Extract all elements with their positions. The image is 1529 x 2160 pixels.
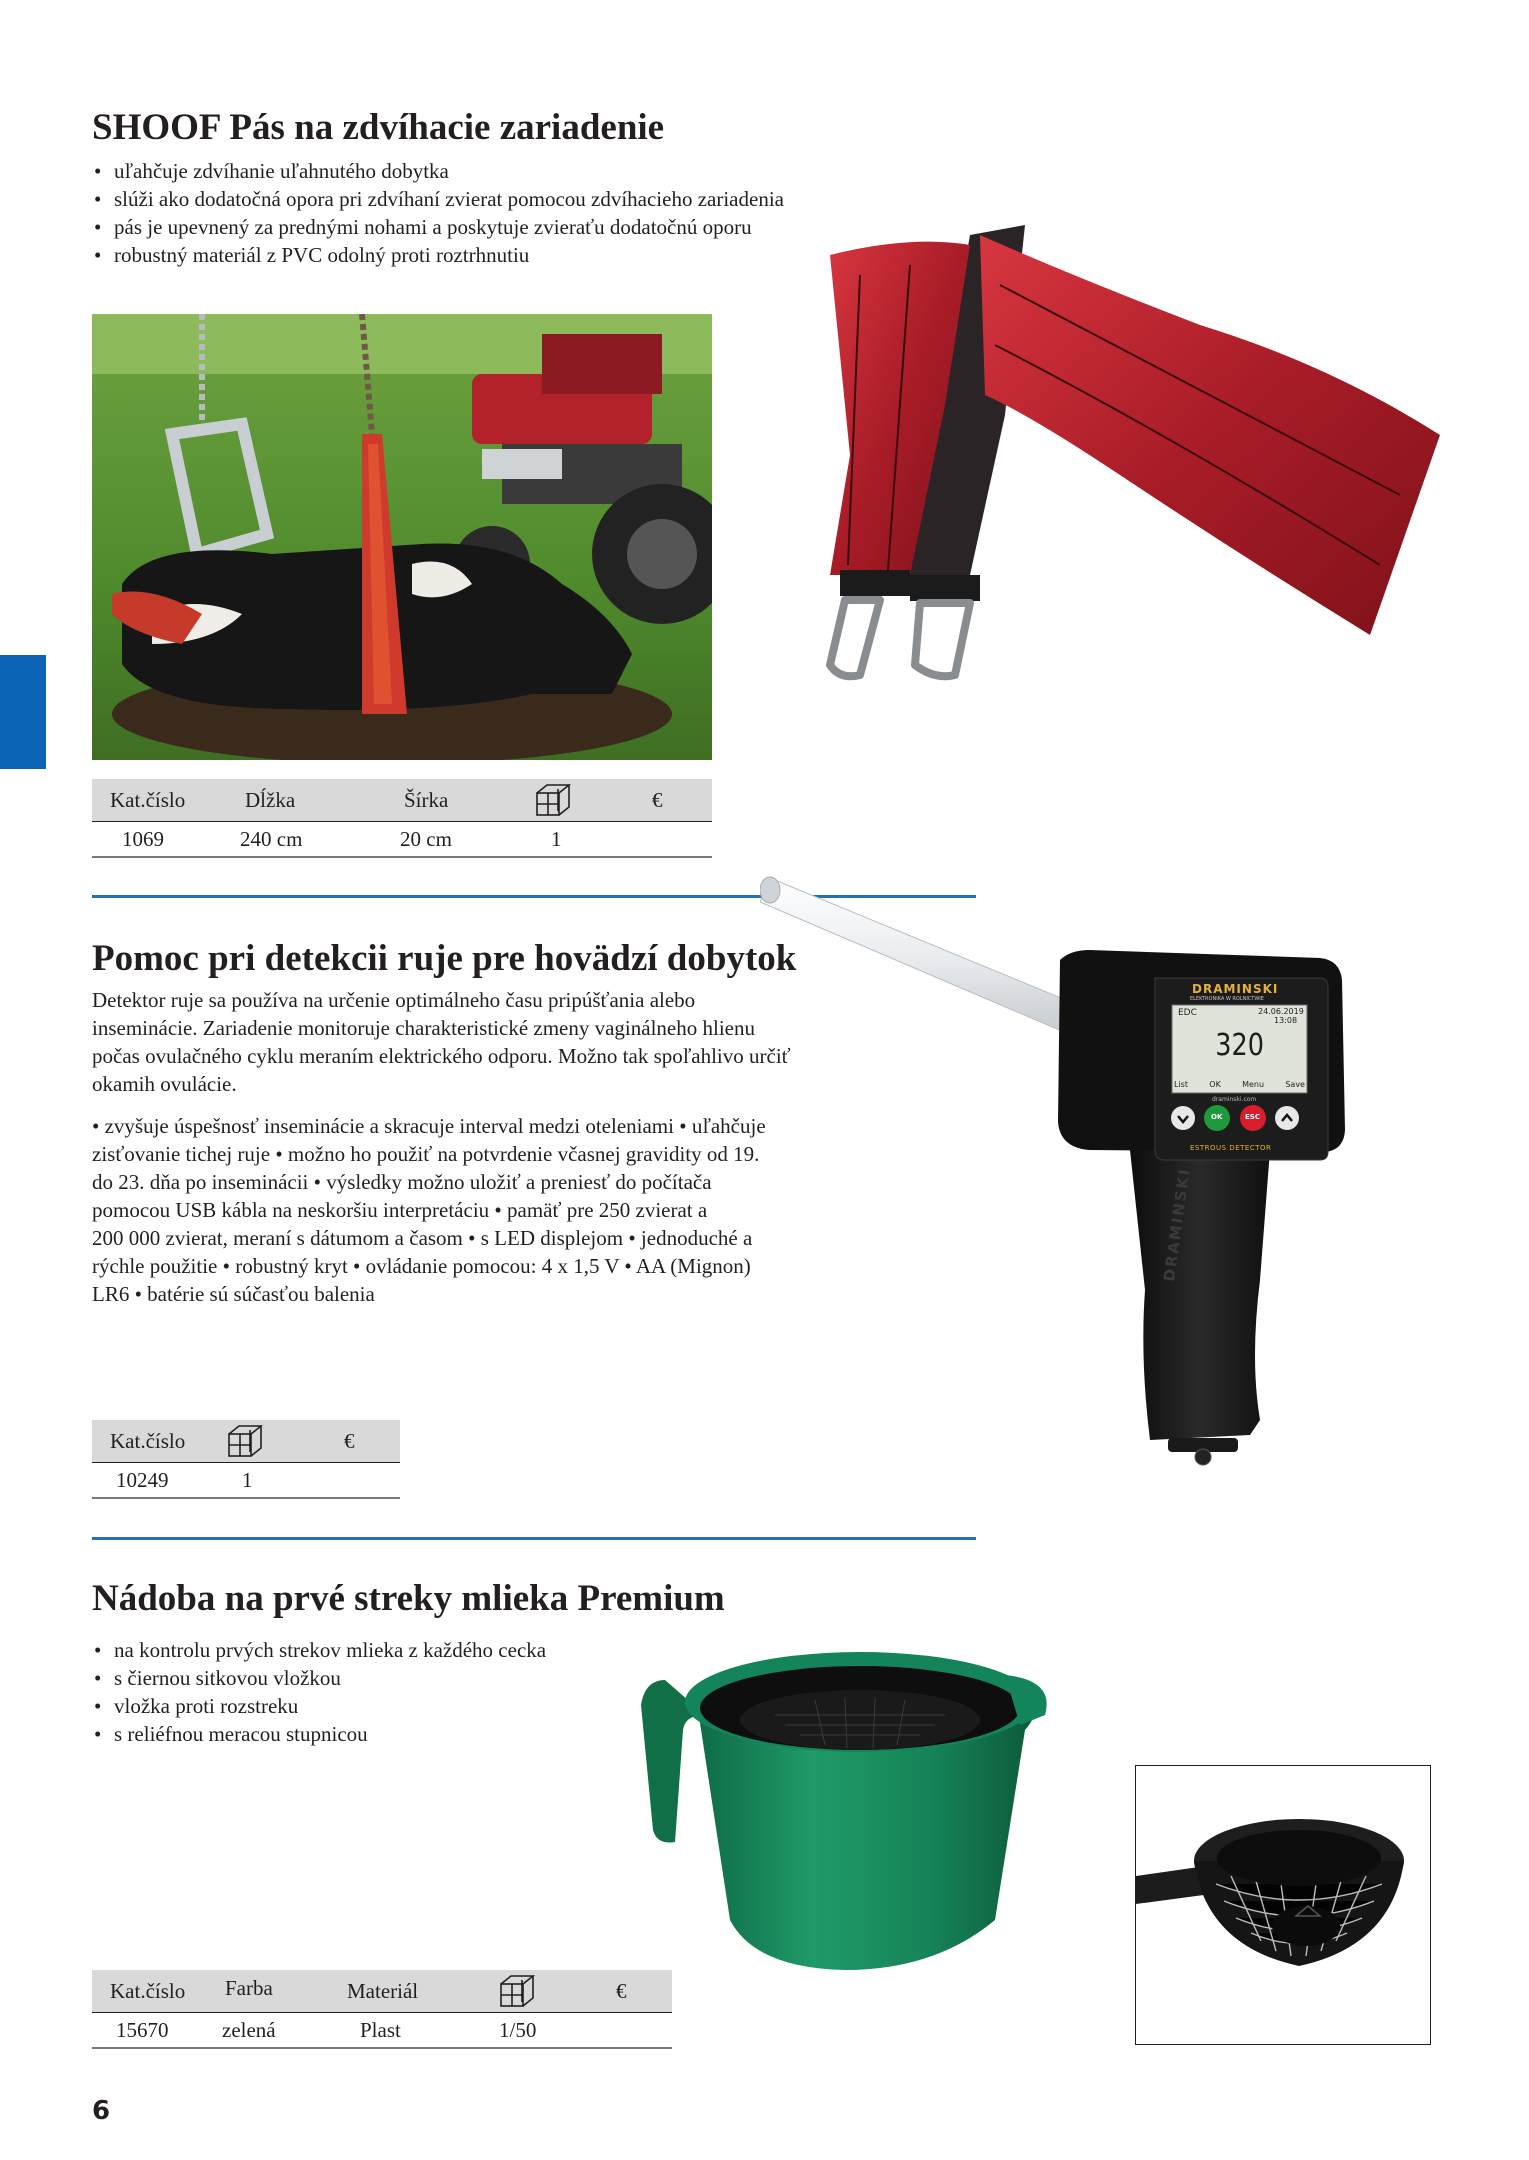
package-icon bbox=[499, 1974, 535, 2008]
screen-mode: EDC bbox=[1178, 1008, 1197, 1018]
device-panel-label: ESTROUS DETECTOR bbox=[1190, 1144, 1272, 1152]
features-line: rýchle použitie • robustný kryt • ovládanie pomocou: 4 x 1,5 V • AA (Mignon) bbox=[92, 1254, 751, 1278]
column-header-farba: Farba bbox=[225, 1976, 273, 2000]
features-line: zisťovanie tichej ruje • možno ho použiť na potvrdenie včasnej gravidity od 19. bbox=[92, 1142, 760, 1166]
list-item: • pás je upevnený za prednými nohami a poskytuje zvieraťu dodatočnú oporu bbox=[92, 213, 784, 241]
list-item: • vložka proti rozstreku bbox=[92, 1692, 546, 1720]
esc-button-label: ESC bbox=[1245, 1113, 1260, 1121]
screen-time: 13:08 bbox=[1274, 1016, 1298, 1025]
features-line: 200 000 zvierat, meraní s dátumom a časom • s LED displejom • jednoduché a bbox=[92, 1226, 753, 1250]
cell-farba: zelená bbox=[222, 2018, 276, 2042]
list-item: • s čiernou sitkovou vložkou bbox=[92, 1664, 546, 1692]
column-header-dlzka: Dĺžka bbox=[245, 788, 296, 812]
device-brand: DRAMINSKI bbox=[1192, 982, 1279, 996]
description-line: počas ovulačného cyklu meraním elektrického odporu. Možno tak spoľahlivo určiť bbox=[92, 1044, 791, 1068]
cell-sirka: 20 cm bbox=[400, 827, 452, 851]
cell-kat-cislo: 1069 bbox=[122, 827, 164, 851]
cell-package-qty: 1 bbox=[242, 1468, 253, 1492]
description-line: okamih ovulácie. bbox=[92, 1072, 237, 1096]
list-item: • slúži ako dodatočná opora pri zdvíhaní zvierat pomocou zdvíhacieho zariadenia bbox=[92, 185, 784, 213]
sling-feature-list bbox=[92, 157, 784, 269]
cell-package-qty: 1/50 bbox=[499, 2018, 537, 2042]
cup-feature-list bbox=[92, 1636, 546, 1748]
screen-menu-list: List bbox=[1174, 1080, 1188, 1089]
ok-button-label: OK bbox=[1211, 1113, 1223, 1121]
column-header-price: € bbox=[652, 788, 663, 812]
features-line: • zvyšuje úspešnosť inseminácie a skracuje interval medzi oteleniami • uľahčuje bbox=[92, 1114, 766, 1138]
pvc-sling-image bbox=[770, 215, 1450, 690]
cow-lifting-photo bbox=[92, 314, 712, 760]
list-item: • uľahčuje zdvíhanie uľahnutého dobytka bbox=[92, 157, 784, 185]
features-line: do 23. dňa po inseminácii • výsledky možno uložiť a preniesť do počítača bbox=[92, 1170, 712, 1194]
handle-brand: DRAMINSKI bbox=[1160, 1166, 1194, 1283]
list-item: • na kontrolu prvých strekov mlieka z každého cecka bbox=[92, 1636, 546, 1664]
cell-package-qty: 1 bbox=[551, 827, 562, 851]
package-icon bbox=[227, 1424, 263, 1458]
screen-menu-ok: OK bbox=[1209, 1080, 1221, 1089]
screen-date: 24.06.2019 bbox=[1258, 1007, 1304, 1016]
column-header-kat-cislo: Kat.číslo bbox=[110, 788, 186, 812]
column-header-sirka: Šírka bbox=[404, 788, 449, 812]
cell-dlzka: 240 cm bbox=[240, 827, 303, 851]
sieve-insert-image bbox=[1135, 1765, 1431, 2045]
screen-menu-save: Save bbox=[1285, 1080, 1305, 1089]
package-icon bbox=[535, 783, 571, 817]
features-line: LR6 • batérie sú súčasťou balenia bbox=[92, 1282, 375, 1306]
screen-menu-menu: Menu bbox=[1242, 1080, 1265, 1089]
screen-value: 320 bbox=[1215, 1028, 1264, 1063]
cell-kat-cislo: 15670 bbox=[116, 2018, 169, 2042]
description-line: inseminácie. Zariadenie monitoruje charakteristické zmeny vaginálneho hlienu bbox=[92, 1016, 755, 1040]
section-side-tab bbox=[0, 655, 46, 769]
list-item: • s reliéfnou meracou stupnicou bbox=[92, 1720, 546, 1748]
list-item: • robustný materiál z PVC odolný proti roztrhnutiu bbox=[92, 241, 784, 269]
cup-title: Nádoba na prvé streky mlieka Premium bbox=[92, 1578, 725, 1619]
column-header-price: € bbox=[616, 1979, 627, 2003]
page-number: 6 bbox=[92, 2096, 111, 2126]
table-row bbox=[92, 822, 712, 858]
column-header-kat-cislo: Kat.číslo bbox=[110, 1429, 186, 1453]
description-line: Detektor ruje sa používa na určenie optimálneho času pripúšťania alebo bbox=[92, 988, 696, 1012]
section-divider bbox=[92, 1537, 976, 1540]
table-row bbox=[92, 1463, 400, 1499]
sling-spec-table bbox=[92, 779, 712, 858]
detector-title: Pomoc pri detekcii ruje pre hovädzí dobytok bbox=[92, 938, 797, 979]
table-header bbox=[92, 1420, 400, 1463]
sling-title: SHOOF Pás na zdvíhacie zariadenie bbox=[92, 107, 665, 148]
table-header bbox=[92, 1970, 672, 2013]
cup-spec-table bbox=[92, 1970, 672, 2049]
table-row bbox=[92, 2013, 672, 2049]
cell-material: Plast bbox=[360, 2018, 401, 2042]
column-header-material: Materiál bbox=[347, 1979, 419, 2003]
device-website: draminski.com bbox=[1212, 1096, 1257, 1103]
table-header bbox=[92, 779, 712, 822]
screen-menu-bar bbox=[1174, 1080, 1305, 1089]
detector-spec-table bbox=[92, 1420, 400, 1499]
green-strip-cup-image bbox=[635, 1620, 1055, 1980]
column-header-price: € bbox=[344, 1429, 355, 1453]
detector-features bbox=[92, 1112, 766, 1308]
estrous-detector-image bbox=[760, 860, 1360, 1470]
device-brand-sub: ELEKTRONIKA W ROLNICTWIE bbox=[1190, 996, 1264, 1002]
features-line: pomocou USB kábla na neskoršiu interpretáciu • pamäť pre 250 zvierat a bbox=[92, 1198, 708, 1222]
detector-description bbox=[92, 986, 791, 1098]
column-header-kat-cislo: Kat.číslo bbox=[110, 1979, 186, 2003]
cell-kat-cislo: 10249 bbox=[116, 1468, 169, 1492]
